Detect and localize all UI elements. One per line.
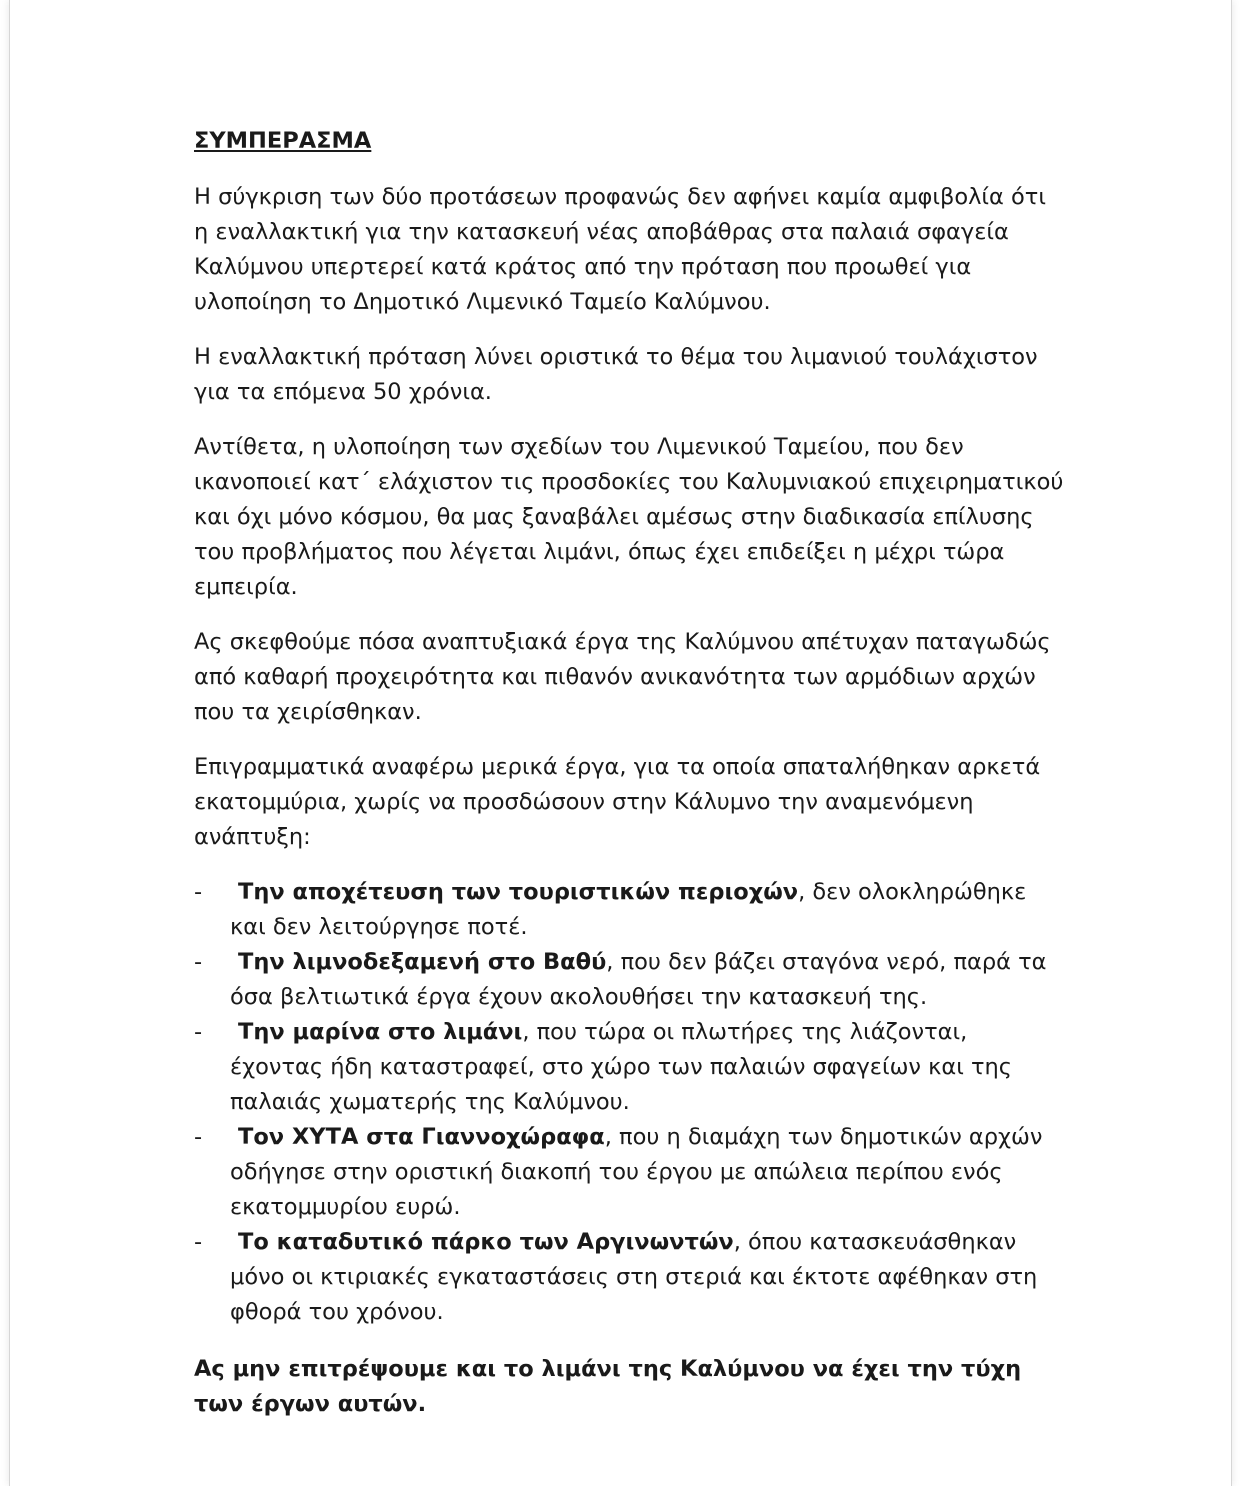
list-dash: - — [194, 949, 203, 975]
list-dash: - — [194, 879, 203, 905]
list-item-lead: Την μαρίνα στο λιμάνι — [238, 1019, 523, 1045]
list-item-text: , δεν ολοκληρώθηκε και δεν λειτούργησε ποτέ. — [230, 879, 1027, 940]
list-item-text: , που τώρα οι πλωτήρες της λιάζονται, έχοντας ήδη καταστραφεί, στο χώρο των παλαιών σφαγείων και της παλαιάς χωματερής της Καλύμνου. — [230, 1019, 1013, 1115]
paragraph-alternative: Η εναλλακτική πρόταση λύνει οριστικά το θέμα του λιμανιού τουλάχιστον για τα επόμενα 50 χρόνια. — [194, 344, 1038, 405]
list-item-lead: Την λιμνοδεξαμενή στο Βαθύ — [238, 949, 607, 975]
paragraph-comparison: Η σύγκριση των δύο προτάσεων προφανώς δεν αφήνει καμία αμφιβολία ότι η εναλλακτική για την κατασκευή νέας αποβάθρας στα παλαιά σφαγεία Καλύμνου υπερτερεί κατά κράτος από την πρόταση που προωθεί για υλοποίηση το Δημοτικό Λιμενικό Ταμείο Καλύμνου. — [194, 184, 1046, 315]
list-dash: - — [194, 1124, 203, 1150]
conclusion-heading: ΣΥΜΠΕΡΑΣΜΑ — [194, 128, 372, 154]
paragraph-contrast: Αντίθετα, η υλοποίηση των σχεδίων του Λιμενικού Ταμείου, που δεν ικανοποιεί κατ΄ ελάχιστον τις προσδοκίες του Καλυμνιακού επιχειρηματικού και όχι μόνο κόσμου, θα μας ξαναβάλει αμέσως στην διαδικασία επίλυσης του προβλήματος που λέγεται λιμάνι, όπως έχει επιδείξει η μέχρι τώρα εμπειρία. — [194, 434, 1064, 600]
paragraph-list-intro: Επιγραμματικά αναφέρω μερικά έργα, για τα οποία σπαταλήθηκαν αρκετά εκατομμύρια, χωρίς να προσδώσουν στην Κάλυμνο την αναμενόμενη ανάπτυξη: — [194, 754, 1041, 850]
list-item — [194, 1015, 1064, 1120]
failed-projects-list — [194, 875, 1064, 1330]
list-item-text: , που η διαμάχη των δημοτικών αρχών οδήγησε στην οριστική διακοπή του έργου με απώλεια περίπου ενός εκατομμυρίου ευρώ. — [230, 1124, 1043, 1220]
document-page — [9, 0, 1232, 1486]
list-item-lead: Την αποχέτευση των τουριστικών περιοχών — [238, 879, 799, 905]
closing-statement: Ας μην επιτρέψουμε και το λιμάνι της Καλύμνου να έχει την τύχη των έργων αυτών. — [194, 1356, 1022, 1417]
list-item — [194, 1225, 1064, 1330]
list-item-text: , όπου κατασκευάσθηκαν μόνο οι κτιριακές εγκαταστάσεις στη στεριά και έκτοτε αφέθηκαν στη φθορά του χρόνου. — [230, 1229, 1038, 1325]
list-item — [194, 945, 1064, 1015]
paragraph-failed-projects: Ας σκεφθούμε πόσα αναπτυξιακά έργα της Καλύμνου απέτυχαν παταγωδώς από καθαρή προχειρότητα και πιθανόν ανικανότητα των αρμόδιων αρχών που τα χειρίσθηκαν. — [194, 629, 1051, 725]
list-item-text: , που δεν βάζει σταγόνα νερό, παρά τα όσα βελτιωτικά έργα έχουν ακολουθήσει την κατασκευή της. — [230, 949, 1047, 1010]
list-item-lead: Το καταδυτικό πάρκο των Αργινωντών — [238, 1229, 734, 1255]
list-item-lead: Τον ΧΥΤΑ στα Γιαννοχώραφα — [238, 1124, 605, 1150]
document-body — [194, 124, 1064, 1422]
list-item — [194, 1120, 1064, 1225]
list-dash: - — [194, 1229, 203, 1255]
list-item — [194, 875, 1064, 945]
list-dash: - — [194, 1019, 203, 1045]
